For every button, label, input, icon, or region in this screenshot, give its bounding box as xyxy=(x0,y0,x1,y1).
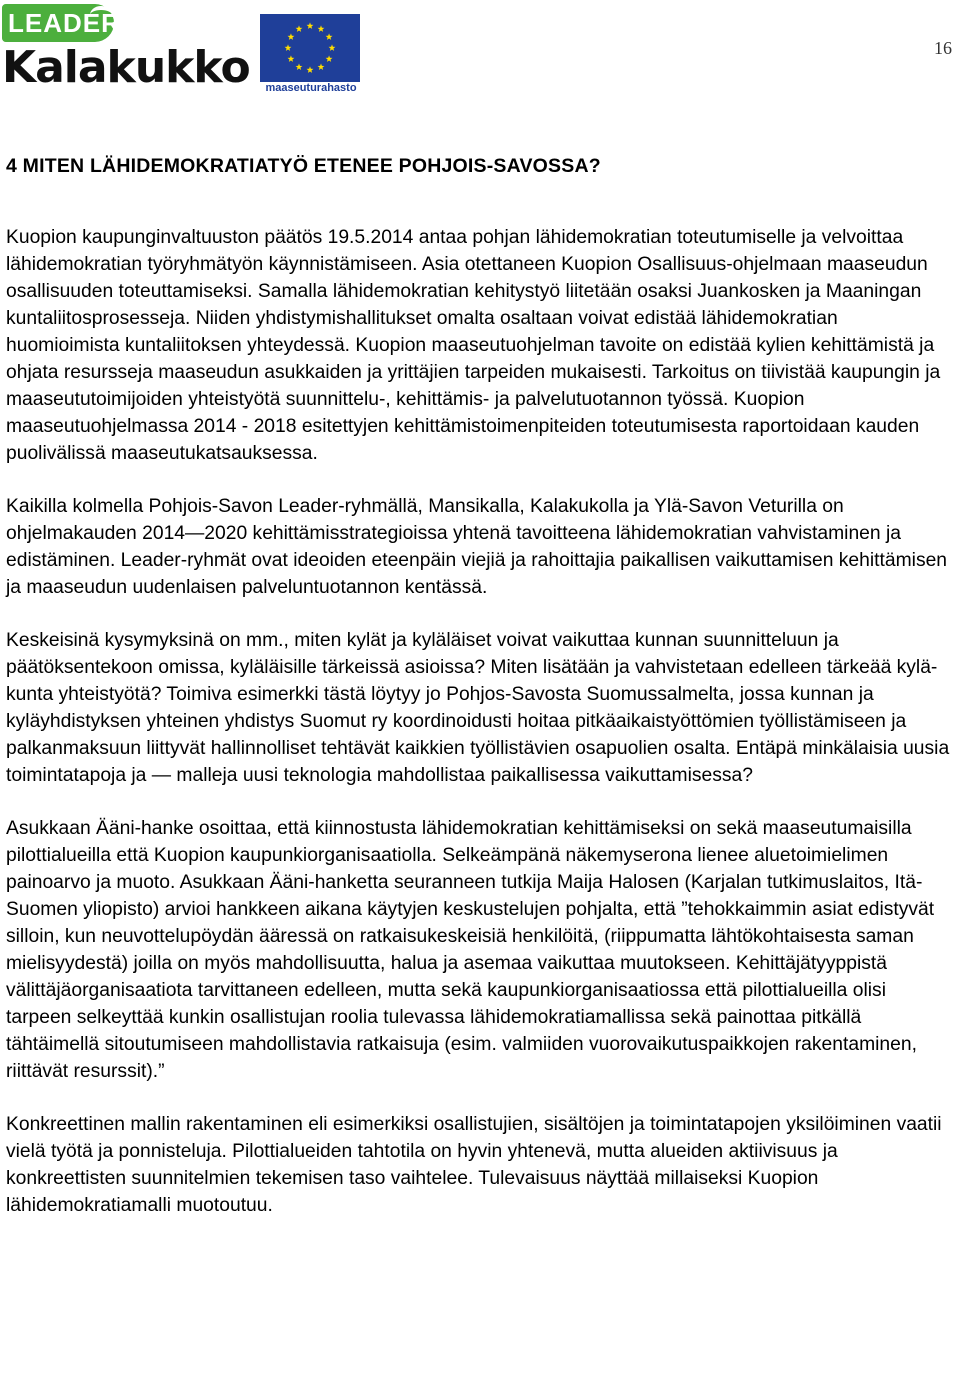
document-body xyxy=(6,152,954,1245)
paragraph-5: Konkreettinen mallin rakentaminen eli esimerkiksi osallistujien, sisältöjen ja toimintatapojen yksilöiminen vaatii vielä työtä ja ponnisteluja. Pilottialueiden tahtotila on hyvin yhtenevä, mutta alueiden aktiivisuus ja konkreettisten suunnitelmien tekemisen taso vaihtelee. Tulevaisuus näyttää millaiseksi Kuopion lähidemokratiamalli muotoutuu. xyxy=(6,1114,942,1216)
eu-logo-text: maaseuturahasto xyxy=(265,82,357,94)
paragraph-1: Kuopion kaupunginvaltuuston päätös 19.5.2014 antaa pohjan lähidemokratian toteutumiselle ja velvoittaa lähidemokratian työryhmätyön käynnistämiseen. Asia otettaneen Kuopion Osallisuus-ohjelmaan maaseudun osallisuuden toteuttamiseksi. Samalla lähidemokratian kehitystyö liitetään osaksi Juankosken ja Maaningan kuntaliitosprosesseja. Niiden yhdistymishallitukset omalta osaltaan voivat edistää lähidemokratian huomioimista kuntaliitoksen yhteydessä. Kuopion maaseutuohjelman tavoite on edistää kylien kehittämistä ja ohjata resursseja maaseudun asukkaiden ja yrittäjien tarpeiden mukaisesti. Tarkoitus on tiivistää kaupungin ja maaseututoimijoiden yhteistyötä suunnittelu-, kehittämis- ja palvelutuotannon työssä. Kuopion maaseutuohjelmassa 2014 - 2018 esitettyjen kehittämistoimenpiteiden toteutumisesta raportoidaan kauden puolivälissä maaseutukatsauksessa. xyxy=(6,227,941,464)
page-number: 16 xyxy=(934,38,952,58)
paragraph-4: Asukkaan Ääni-hanke osoittaa, että kiinnostusta lähidemokratian kehittämiseksi on sekä maaseutumaisilla pilottialueilla että Kuopion kaupunkiorganisaatiolla. Selkeämpänä näkemyserona lienee aluetoimielimen painoarvo ja muoto. Asukkaan Ääni-hanketta seuranneen tutkija Maija Halosen (Karjalan tutkimuslaitos, Itä-Suomen yliopisto) arvioi hankkeen aikana käytyjen keskustelujen pohjalta, että ”tehokkaimmin asiat edistyvät silloin, kun neuvottelupöydän ääressä on ratkaisukeskeisiä henkilöitä, (riippumatta lähtökohtaisesta saman mielisyydestä) joilla on myös mahdollisuutta, halua ja asemaa vaikuttaa muutokseen. Kehittäjätyyppistä välittäjäorganisaatiota tarvittaneen edelleen, mutta sekä kaupunkiorganisaatiossa että pilottialueilla olisi tarpeen selkeyttää kunkin osallistujan roolia tulevassa lähidemokratiamallissa sekä painottaa pitkällä tähtäimellä sitoutumiseen mahdollistavia ratkaisuja (esim. valmiiden vuorovaikutuspaikkojen rakentaminen, riittävät resurssit).” xyxy=(6,818,935,1082)
paragraph-3: Keskeisinä kysymyksinä on mm., miten kylät ja kyläläiset voivat vaikuttaa kunnan suunnitteluun ja päätöksentekoon omissa, kyläläisille tärkeissä asioissa? Miten lisätään ja vahvistetaan edelleen tärkeää kylä-kunta yhteistyötä? Toimiva esimerkki tästä löytyy jo Pohjos-Savosta Suomussalmelta, jossa kunnan ja kyläyhdistyksen yhteinen yhdistys Suomut ry koordinoidusti hoitaa pitkäaikaistyöttömien työllistämiseen ja palkanmaksuun liittyvät hallinnolliset tehtävät kaikkien työllistävien osapuolien osalta. Entäpä minkälaisia uusia toimintatapoja ja — malleja uusi teknologia mahdollistaa paikallisessa vaikuttamisessa? xyxy=(6,630,950,786)
leader-badge xyxy=(2,4,121,42)
eu-flag-icon xyxy=(260,14,360,82)
section-heading: 4 MITEN LÄHIDEMOKRATIATYÖ ETENEE POHJOIS-SAVOSSA? xyxy=(6,155,601,177)
page-header xyxy=(0,0,960,110)
leaf-icon xyxy=(90,6,112,24)
leader-logo-text: LEADER xyxy=(8,8,121,38)
leader-kalakukko-logo xyxy=(2,2,250,93)
eu-maaseuturahasto-logo xyxy=(260,14,362,94)
paragraph-2: Kaikilla kolmella Pohjois-Savon Leader-ryhmällä, Mansikalla, Kalakukolla ja Ylä-Savon Veturilla on ohjelmakauden 2014—2020 kehittämisstrategioissa yhtenä tavoitteena lähidemokratian vahvistaminen ja edistäminen. Leader-ryhmät ovat ideoiden eteenpäin viejiä ja rahoittajia paikallisen vaikuttamisen kehittämisen ja maaseudun uudenlaisen palveluntuotannon kentässä. xyxy=(6,496,948,598)
kalakukko-logo-text: Kalakukko xyxy=(2,42,250,93)
